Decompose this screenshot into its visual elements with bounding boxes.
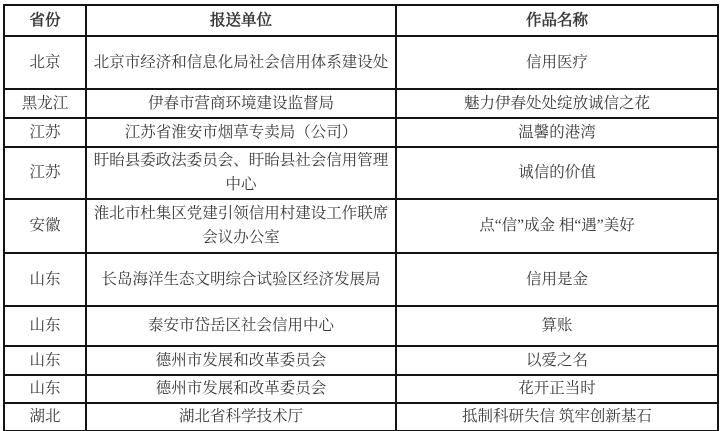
table-header-row — [4, 5, 718, 36]
work-cell: 抵制科研失信 筑牢创新基石 — [396, 403, 718, 431]
table-row — [4, 253, 718, 306]
table-row — [4, 147, 718, 199]
province-cell: 山东 — [4, 306, 86, 346]
unit-cell: 盱眙县委政法委员会、盱眙县社会信用管理中心 — [86, 147, 396, 199]
unit-cell: 泰安市岱岳区社会信用中心 — [86, 306, 396, 346]
work-cell: 信用是金 — [396, 253, 718, 306]
province-cell: 湖北 — [4, 403, 86, 431]
unit-cell: 德州市发展和改革委员会 — [86, 375, 396, 403]
header-work: 作品名称 — [396, 5, 718, 36]
province-cell: 江苏 — [4, 147, 86, 199]
province-cell: 山东 — [4, 346, 86, 375]
header-unit: 报送单位 — [86, 5, 396, 36]
table-row — [4, 375, 718, 403]
work-cell: 以爱之名 — [396, 346, 718, 375]
unit-cell: 伊春市营商环境建设监督局 — [86, 89, 396, 118]
table-row — [4, 199, 718, 253]
province-cell: 山东 — [4, 375, 86, 403]
work-cell: 点“信”成金 相“遇”美好 — [396, 199, 718, 253]
work-cell: 算账 — [396, 306, 718, 346]
unit-cell: 江苏省淮安市烟草专卖局（公司） — [86, 118, 396, 147]
work-cell: 温馨的港湾 — [396, 118, 718, 147]
unit-cell: 淮北市杜集区党建引领信用村建设工作联席会议办公室 — [86, 199, 396, 253]
province-cell: 江苏 — [4, 118, 86, 147]
work-cell: 魅力伊春处处绽放诚信之花 — [396, 89, 718, 118]
unit-cell: 长岛海洋生态文明综合试验区经济发展局 — [86, 253, 396, 306]
table-row — [4, 118, 718, 147]
work-cell: 花开正当时 — [396, 375, 718, 403]
work-cell: 信用医疗 — [396, 36, 718, 89]
unit-cell: 北京市经济和信息化局社会信用体系建设处 — [86, 36, 396, 89]
province-cell: 安徽 — [4, 199, 86, 253]
province-cell: 北京 — [4, 36, 86, 89]
table-row — [4, 89, 718, 118]
table-row — [4, 403, 718, 431]
province-cell: 黑龙江 — [4, 89, 86, 118]
table-row — [4, 36, 718, 89]
table-row — [4, 306, 718, 346]
header-province: 省份 — [4, 5, 86, 36]
work-cell: 诚信的价值 — [396, 147, 718, 199]
unit-cell: 德州市发展和改革委员会 — [86, 346, 396, 375]
province-cell: 山东 — [4, 253, 86, 306]
awards-table — [3, 4, 719, 431]
table-row — [4, 346, 718, 375]
unit-cell: 湖北省科学技术厅 — [86, 403, 396, 431]
